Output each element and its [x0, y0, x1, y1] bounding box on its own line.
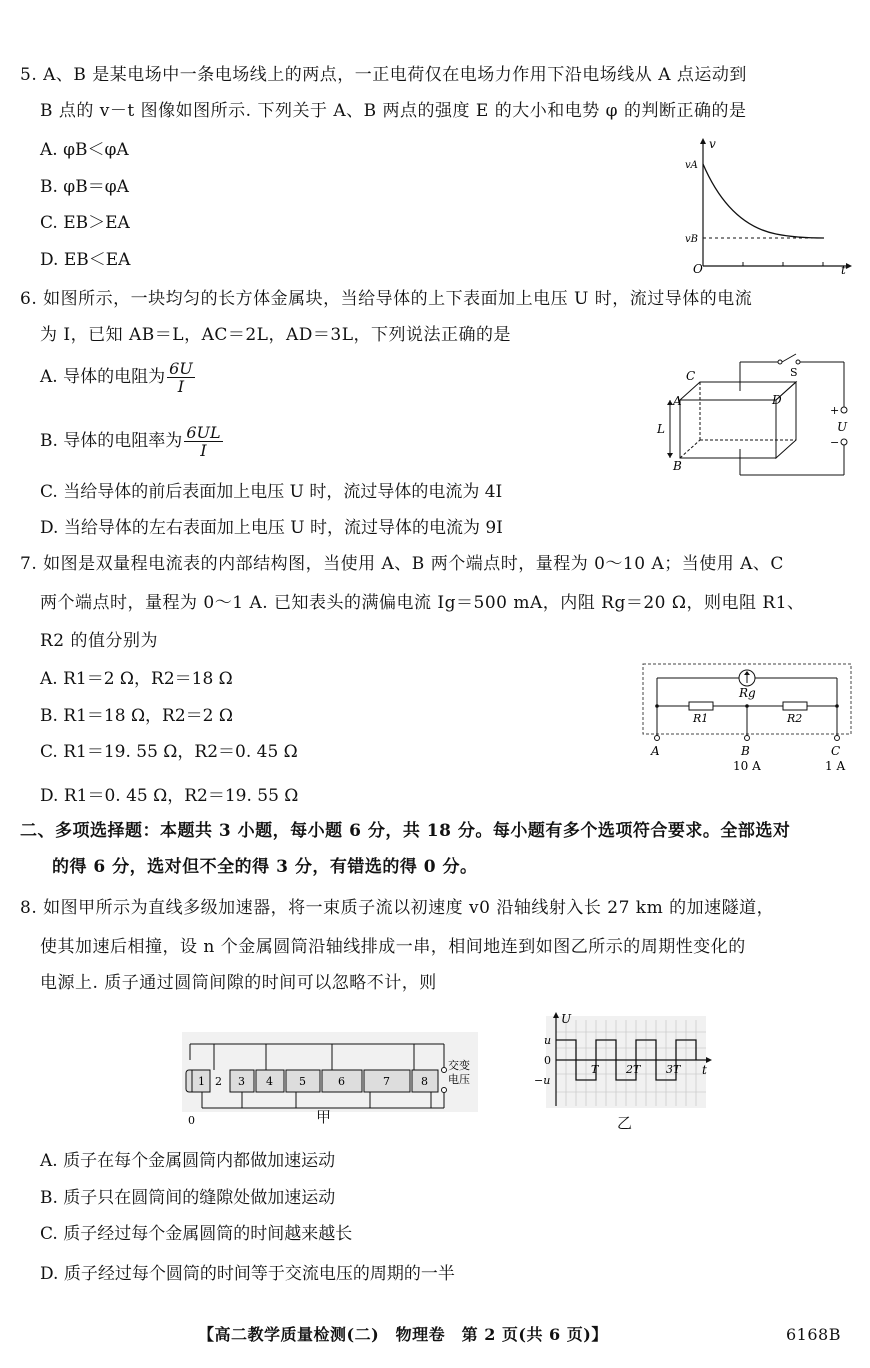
q7-fig-range-c: 1 A	[825, 759, 846, 773]
q6-option-a-text: A. 导体的电阻为	[40, 367, 166, 387]
q8-tube-label-6: 6	[338, 1075, 345, 1088]
q8-graph-t-axis: t	[702, 1063, 707, 1077]
q5-graph-origin: O	[693, 262, 703, 276]
q6-fig-label-u: U	[837, 420, 848, 434]
q6-stem-line2: 为 I，已知 AB＝L，AC＝2L，AD＝3L，下列说法正确的是	[40, 325, 511, 345]
q6-fig-label-c: C	[686, 369, 696, 383]
q8-graph-t2: 2T	[626, 1063, 641, 1076]
q6-option-b-text: B. 导体的电阻率为	[40, 431, 183, 451]
q8-voltage-graph-figure-yi	[520, 1010, 720, 1110]
q7-ammeter-circuit-figure	[641, 662, 856, 772]
q5-stem-line1: 5. A、B 是某电场中一条电场线上的两点，一正电荷仅在电场力作用下沿电场线从 A 点运动到	[20, 65, 747, 85]
section2-heading-line2: 的得 6 分，选对但不全的得 3 分，有错选的得 0 分。	[52, 857, 478, 877]
q6-fig-label-a: A	[673, 394, 682, 408]
q8-stem-line2: 使其加速后相撞，设 n 个金属圆筒沿轴线排成一串，相间地连到如图乙所示的周期性变化的	[40, 937, 746, 957]
q8-tube-label-0: 0	[188, 1114, 195, 1127]
q7-stem-line2: 两个端点时，量程为 0～1 A. 已知表头的满偏电流 Ig＝500 mA，内阻 Rg＝20 Ω，则电阻 R1、	[40, 593, 805, 613]
q7-fig-range-b: 10 A	[733, 759, 761, 773]
q6-metal-block-figure	[656, 360, 856, 485]
q7-stem-line3: R2 的值分别为	[40, 631, 159, 651]
q8-graph-minus-u: −u	[534, 1074, 551, 1087]
q6-option-a-fraction	[167, 360, 195, 395]
q6-option-c: C. 当给导体的前后表面加上电压 U 时，流过导体的电流为 4I	[40, 482, 503, 502]
q8-tube-label-8: 8	[421, 1075, 428, 1088]
q6-fig-label-b: B	[673, 459, 682, 473]
q7-stem-line1: 7. 如图是双量程电流表的内部结构图，当使用 A、B 两个端点时，量程为 0～10 A；当使用 A、C	[20, 554, 784, 574]
q6-option-d: D. 当给导体的左右表面加上电压 U 时，流过导体的电流为 9I	[40, 518, 503, 538]
q8-graph-t3: 3T	[666, 1063, 681, 1076]
q8-tube-label-4: 4	[266, 1075, 273, 1088]
q8-linear-accelerator-figure-jia	[182, 1026, 482, 1126]
q8-tube-label-7: 7	[383, 1075, 390, 1088]
q6-option-a	[40, 360, 195, 395]
q8-tube-label-2: 2	[215, 1075, 222, 1088]
q6-fig-label-plus: +	[830, 404, 840, 417]
q5-graph-va-label: vA	[685, 160, 698, 171]
q8-option-a: A. 质子在每个金属圆筒内都做加速运动	[40, 1151, 336, 1171]
q8-fig-yi-caption: 乙	[617, 1114, 633, 1132]
q8-stem-line1: 8. 如图甲所示为直线多级加速器，将一束质子流以初速度 v0 沿轴线射入长 27 km 的加速隧道，	[20, 898, 775, 918]
q8-graph-plus-u: u	[544, 1034, 552, 1047]
q8-fig-jia-caption: 甲	[316, 1108, 332, 1126]
q7-option-d: D. R1＝0. 45 Ω，R2＝19. 55 Ω	[40, 786, 299, 806]
q8-source-label-1: 交变	[448, 1059, 470, 1072]
q8-option-c: C. 质子经过每个金属圆筒的时间越来越长	[40, 1224, 353, 1244]
q5-stem-line2: B 点的 v－t 图像如图所示. 下列关于 A、B 两点的强度 E 的大小和电势 φ 的判断正确的是	[40, 101, 747, 121]
q8-graph-zero: 0	[544, 1054, 551, 1067]
q8-tube-label-1: 1	[198, 1075, 205, 1088]
page-footer-title: 【高二教学质量检测(二) 物理卷 第 2 页(共 6 页)】	[198, 1325, 608, 1344]
q6-option-a-denominator: I	[177, 377, 185, 396]
q6-fig-label-d: D	[772, 393, 782, 407]
q5-vt-graph	[676, 136, 856, 276]
q8-source-label-2: 电压	[448, 1073, 470, 1086]
q7-option-b: B. R1＝18 Ω，R2＝2 Ω	[40, 706, 233, 726]
q6-option-a-numerator: 6U	[169, 359, 193, 378]
q6-fig-label-s: S	[790, 366, 798, 379]
q8-graph-t1: T	[591, 1063, 599, 1076]
q6-option-b-denominator: I	[200, 441, 207, 460]
q7-fig-label-c: C	[831, 744, 841, 758]
q7-fig-label-b: B	[741, 744, 750, 758]
q5-option-d: D. EB＜EA	[40, 250, 131, 270]
q8-stem-line3: 电源上. 质子通过圆筒间隙的时间可以忽略不计，则	[40, 973, 437, 993]
q8-tube-label-3: 3	[238, 1075, 245, 1088]
q8-option-d: D. 质子经过每个圆筒的时间等于交流电压的周期的一半	[40, 1264, 455, 1284]
q5-option-b: B. φB＝φA	[40, 177, 129, 197]
q6-option-b-fraction	[184, 424, 222, 459]
q5-option-c: C. EB＞EA	[40, 213, 130, 233]
section2-heading-line1: 二、多项选择题：本题共 3 小题，每小题 6 分，共 18 分。每小题有多个选项符合要求。全部选对	[20, 821, 791, 841]
q5-graph-vb-label: vB	[685, 234, 698, 245]
q8-graph-u-axis: U	[561, 1012, 572, 1026]
q6-option-b	[40, 424, 223, 459]
q6-fig-label-l: L	[657, 422, 665, 436]
page-footer-code: 6168B	[786, 1325, 841, 1344]
q8-tube-label-5: 5	[299, 1075, 306, 1088]
q7-fig-label-r1: R1	[693, 712, 709, 725]
q6-stem-line1: 6. 如图所示，一块均匀的长方体金属块，当给导体的上下表面加上电压 U 时，流过导体的电流	[20, 289, 753, 309]
q5-graph-v-label: v	[709, 137, 716, 151]
q6-option-b-numerator: 6UL	[186, 423, 221, 442]
q7-fig-label-rg: Rg	[739, 686, 756, 700]
q7-option-c: C. R1＝19. 55 Ω，R2＝0. 45 Ω	[40, 742, 298, 762]
q8-option-b: B. 质子只在圆筒间的缝隙处做加速运动	[40, 1188, 336, 1208]
q5-option-a: A. φB＜φA	[40, 140, 129, 160]
q7-option-a: A. R1＝2 Ω，R2＝18 Ω	[40, 669, 233, 689]
q5-graph-t-label: t	[841, 263, 846, 277]
q6-fig-label-minus: −	[830, 436, 840, 449]
q7-fig-label-r2: R2	[787, 712, 803, 725]
q7-fig-label-a: A	[651, 744, 660, 758]
